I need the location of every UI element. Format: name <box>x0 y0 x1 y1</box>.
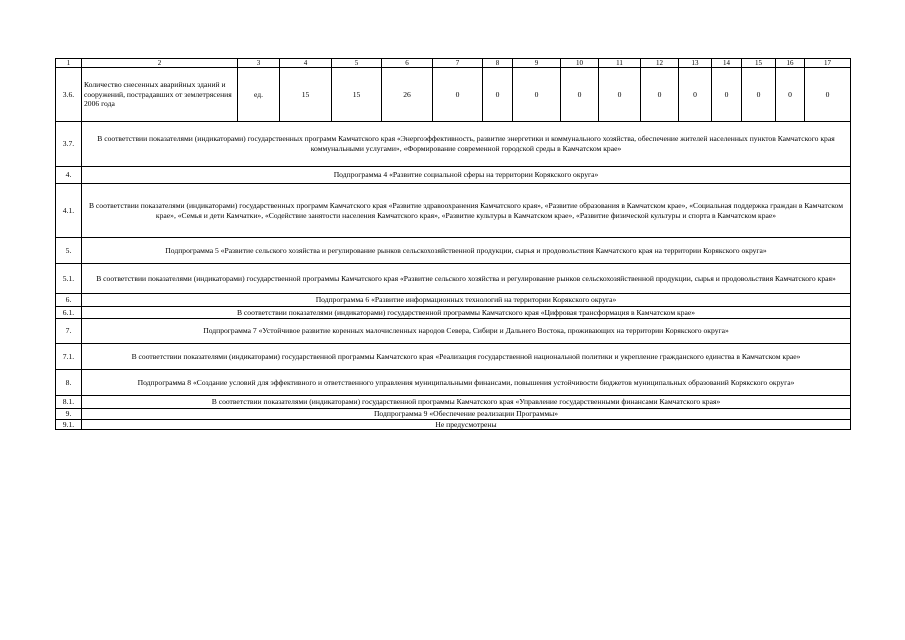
value-cell: 0 <box>513 68 561 122</box>
row-text: В соответствии показателями (индикаторами) государственной программы Камчатского края «Цифровая трансформация в Камчатском крае» <box>82 307 851 319</box>
value-cell: 0 <box>561 68 599 122</box>
value-cell: 26 <box>382 68 433 122</box>
header-cell: 16 <box>776 59 805 68</box>
unit-cell: ед. <box>238 68 280 122</box>
value-cell: 15 <box>332 68 382 122</box>
row-text: Подпрограмма 6 «Развитие информационных технологий на территории Корякского округа» <box>82 294 851 307</box>
value-cell: 0 <box>742 68 776 122</box>
row-number: 5. <box>56 238 82 264</box>
table-row-9 <box>56 409 851 420</box>
row-text: Подпрограмма 8 «Создание условий для эффективного и ответственного управления муниципальными финансами, повышения устойчивости бюджетов муниципальных образований Корякского округа» <box>82 370 851 396</box>
row-number: 7. <box>56 319 82 344</box>
row-number: 3.6. <box>56 68 82 122</box>
indicators-table <box>55 58 851 430</box>
header-cell: 1 <box>56 59 82 68</box>
document-page <box>55 58 850 430</box>
row-text: Подпрограмма 4 «Развитие социальной сферы на территории Корякского округа» <box>82 167 851 184</box>
value-cell: 0 <box>805 68 851 122</box>
row-number: 9.1. <box>56 419 82 430</box>
table-row-9-1 <box>56 419 851 430</box>
row-text: Подпрограмма 5 «Развитие сельского хозяйства и регулирование рынков сельскохозяйственной продукции, сырья и продовольствия Камчатского края на территории Корякского округа» <box>82 238 851 264</box>
value-cell: 0 <box>776 68 805 122</box>
table-row-8-1 <box>56 396 851 409</box>
header-cell: 11 <box>599 59 641 68</box>
value-cell: 15 <box>280 68 332 122</box>
header-cell: 17 <box>805 59 851 68</box>
row-text: Подпрограмма 7 «Устойчивое развитие коренных малочисленных народов Севера, Сибири и Дальнего Востока, проживающих на территории Корякского округа» <box>82 319 851 344</box>
table-row-5-1 <box>56 264 851 294</box>
row-number: 5.1. <box>56 264 82 294</box>
table-row-3-6 <box>56 68 851 122</box>
header-cell: 9 <box>513 59 561 68</box>
value-cell: 0 <box>483 68 513 122</box>
header-cell: 3 <box>238 59 280 68</box>
row-number: 7.1. <box>56 344 82 370</box>
value-cell: 0 <box>712 68 742 122</box>
value-cell: 0 <box>599 68 641 122</box>
row-number: 6.1. <box>56 307 82 319</box>
header-cell: 7 <box>433 59 483 68</box>
table-row-6-1 <box>56 307 851 319</box>
table-row-4 <box>56 167 851 184</box>
table-row-3-7 <box>56 122 851 167</box>
table-row-8 <box>56 370 851 396</box>
header-cell: 6 <box>382 59 433 68</box>
header-cell: 12 <box>641 59 679 68</box>
table-row-5 <box>56 238 851 264</box>
header-cell: 4 <box>280 59 332 68</box>
value-cell: 0 <box>679 68 712 122</box>
table-row-7-1 <box>56 344 851 370</box>
row-number: 6. <box>56 294 82 307</box>
row-text: В соответствии показателями (индикаторами) государственной программы Камчатского края «Управление государственными финансами Камчатского края» <box>82 396 851 409</box>
header-cell: 5 <box>332 59 382 68</box>
indicator-name: Количество снесенных аварийных зданий и сооружений, пострадавших от землетрясения 2006 года <box>82 68 238 122</box>
header-cell: 15 <box>742 59 776 68</box>
row-number: 8. <box>56 370 82 396</box>
row-text: В соответствии показателями (индикаторами) государственной программы Камчатского края «Реализация государственной национальной политики и укрепление гражданского единства в Камчатском крае» <box>82 344 851 370</box>
header-cell: 2 <box>82 59 238 68</box>
table-row-7 <box>56 319 851 344</box>
row-text: В соответствии показателями (индикаторами) государственной программы Камчатского края «Развитие сельского хозяйства и регулирование рынков сельскохозяйственной продукции, сырья и продовольствия Камчатского края» <box>82 264 851 294</box>
header-cell: 8 <box>483 59 513 68</box>
row-number: 4. <box>56 167 82 184</box>
header-cell: 14 <box>712 59 742 68</box>
row-number: 3.7. <box>56 122 82 167</box>
row-number: 9. <box>56 409 82 420</box>
row-number: 8.1. <box>56 396 82 409</box>
table-row-6 <box>56 294 851 307</box>
table-row-4-1 <box>56 184 851 238</box>
row-text: В соответствии показателями (индикаторами) государственных программ Камчатского края «Энергоэффективность, развитие энергетики и коммунального хозяйства, обеспечение жителей населенных пунктов Камчатского края коммунальными услугами», «Формирование современной городской среды в Камчатском крае» <box>82 122 851 167</box>
header-cell: 13 <box>679 59 712 68</box>
value-cell: 0 <box>433 68 483 122</box>
row-text: Подпрограмма 9 «Обеспечение реализации Программы» <box>82 409 851 420</box>
header-cell: 10 <box>561 59 599 68</box>
row-text: Не предусмотрены <box>82 419 851 430</box>
row-text: В соответствии показателями (индикаторами) государственных программ Камчатского края «Развитие здравоохранения Камчатского края», «Развитие образования в Камчатском крае», «Социальная поддержка граждан в Камчатском крае», «Семья и дети Камчатки», «Содействие занятости населения Камчатского края», «Развитие культуры в Камчатском крае», «Развитие физической культуры и спорта в Камчатском крае» <box>82 184 851 238</box>
column-number-header-row <box>56 59 851 68</box>
value-cell: 0 <box>641 68 679 122</box>
row-number: 4.1. <box>56 184 82 238</box>
